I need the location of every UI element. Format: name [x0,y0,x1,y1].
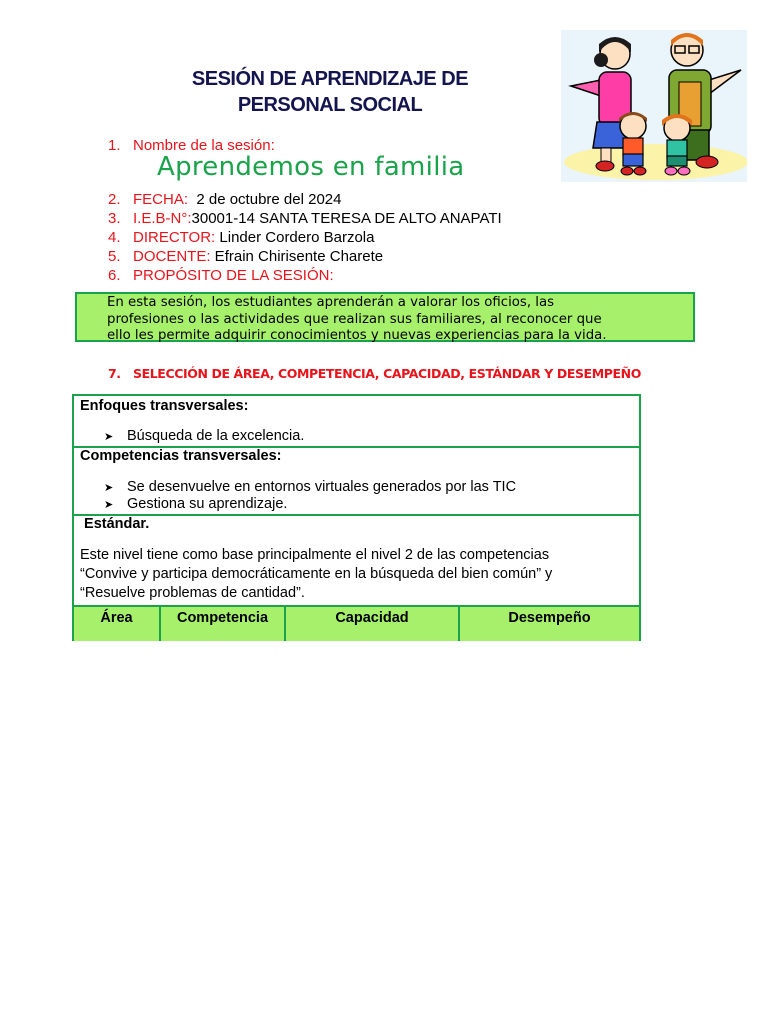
column-header-desempeno: Desempeño [508,610,591,626]
purpose-box [75,292,695,342]
competencias-row [74,448,639,516]
info-list [108,190,502,285]
section-7-heading: 7. SELECCIÓN DE ÁREA, COMPETENCIA, CAPACIDAD, ESTÁNDAR Y DESEMPEÑO [108,366,641,381]
title-line-1: SESIÓN DE APRENDIZAJE DE [191,68,469,90]
arrow-bullet-icon: ➤ [104,431,114,443]
column-header-area: Área [74,607,161,641]
page-title [150,66,510,118]
estandar-title: Estándar. [80,516,150,532]
family-illustration [561,30,747,182]
purpose-line-3: ello les permite adquirir conocimientos y nuevas experiencias para la vida. [107,328,607,343]
column-header-competencia: Competencia [161,607,286,641]
competency-table [72,394,641,641]
competencias-bullet-1: ➤ Se desenvuelve en entornos virtuales generados por las TIC [104,479,517,495]
enfoques-bullet: ➤ Búsqueda de la excelencia. [104,428,305,444]
item-session-name: 1. Nombre de la sesión: [108,137,275,154]
item-teacher: 5. DOCENTE: Efrain Chirisente Charete [108,248,384,265]
purpose-line-2: profesiones o las actividades que realizan sus familiares, al reconocer que [107,311,602,327]
title-line-2: PERSONAL SOCIAL [237,94,423,116]
item-school: 3. I.E.B-N°:30001-14 SANTA TERESA DE ALTO ANAPATI [108,210,502,227]
item-date: 2. FECHA: 2 de octubre del 2024 [108,191,342,208]
competencias-title: Competencias transversales: [80,448,282,464]
table-header-row [74,605,639,641]
arrow-bullet-icon: ➤ [104,499,114,511]
competencias-bullet-2: ➤ Gestiona su aprendizaje. [104,496,288,512]
session-name: Aprendemos en familia [157,152,465,182]
item-purpose: 6. PROPÓSITO DE LA SESIÓN: [108,267,334,284]
estandar-text: Este nivel tiene como base principalmente el nivel 2 de las competencias “Convive y participa democráticamente en la búsqueda del bien común” y “Resuelve problemas de cantidad”. [80,547,553,601]
enfoques-row [74,396,639,448]
enfoques-title: Enfoques transversales: [80,398,249,414]
arrow-bullet-icon: ➤ [104,482,114,494]
purpose-line-1: En esta sesión, los estudiantes aprenderán a valorar los oficios, las [107,295,555,310]
item-director: 4. DIRECTOR: Linder Cordero Barzola [108,229,375,246]
column-header-capacidad: Capacidad [286,607,460,641]
